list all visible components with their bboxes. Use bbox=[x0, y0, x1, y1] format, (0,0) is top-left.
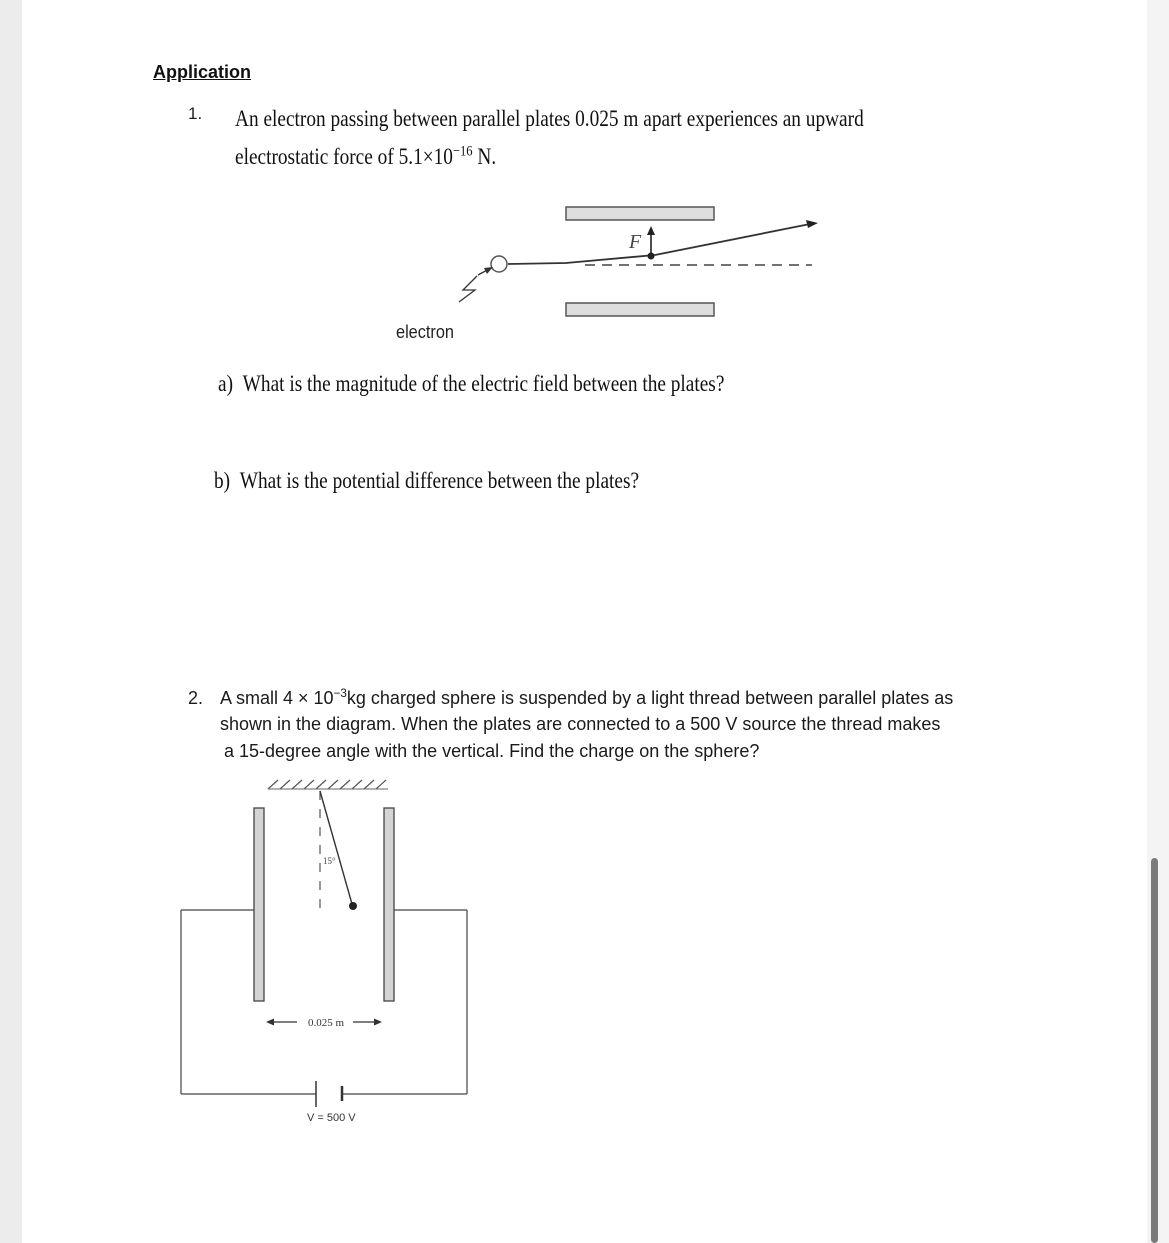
electron-particle bbox=[491, 256, 507, 272]
force-label: F bbox=[629, 231, 642, 253]
ceiling-hatching bbox=[268, 780, 386, 789]
question-2-mass-text: A small 4 × 10 bbox=[220, 688, 334, 708]
electron-pointer-arrow-icon bbox=[484, 267, 493, 274]
part-b-text: What is the potential difference between the plates? bbox=[239, 468, 640, 493]
thread bbox=[320, 791, 352, 904]
question-1-force-text: electrostatic force of 5.1×10 bbox=[235, 144, 453, 169]
upper-plate bbox=[566, 207, 714, 220]
scrollbar-thumb[interactable] bbox=[1151, 858, 1158, 1243]
separation-arrow-right-head-icon bbox=[374, 1019, 382, 1026]
part-a bbox=[218, 371, 724, 397]
lower-plate bbox=[566, 303, 714, 316]
question-1-unit: N. bbox=[472, 144, 497, 169]
force-application-point bbox=[648, 253, 655, 260]
angle-label: 15° bbox=[323, 856, 336, 866]
part-a-label: a) bbox=[218, 371, 234, 396]
suspended-sphere-diagram bbox=[170, 770, 480, 1135]
separation-arrow-left-head-icon bbox=[266, 1019, 274, 1026]
voltage-label: V = 500 V bbox=[307, 1112, 356, 1124]
left-plate bbox=[254, 808, 264, 1001]
charged-sphere bbox=[349, 902, 357, 910]
right-plate bbox=[384, 808, 394, 1001]
question-2-line-1 bbox=[220, 688, 953, 709]
part-a-text: What is the magnitude of the electric field between the plates? bbox=[242, 371, 725, 396]
question-1-line-1: An electron passing between parallel plates 0.025 m apart experiences an upward bbox=[235, 106, 864, 131]
electron-label: electron bbox=[396, 322, 454, 342]
question-2-line-1-rest: kg charged sphere is suspended by a light thread between parallel plates as bbox=[346, 688, 954, 708]
question-1-exponent: −16 bbox=[452, 143, 473, 160]
part-b bbox=[214, 468, 639, 494]
electron-plates-diagram bbox=[380, 195, 830, 350]
question-2-number: 2. bbox=[188, 688, 204, 708]
electron-label-leader bbox=[459, 276, 477, 302]
force-arrow-head-icon bbox=[647, 226, 655, 235]
section-heading: Application bbox=[153, 62, 251, 82]
separation-label: 0.025 m bbox=[308, 1017, 345, 1029]
question-2-exponent: −3 bbox=[333, 687, 347, 700]
part-b-label: b) bbox=[214, 468, 231, 493]
question-1-line-2 bbox=[235, 144, 496, 170]
question-2-line-2: shown in the diagram. When the plates are connected to a 500 V source the thread makes bbox=[220, 714, 941, 734]
electron-trajectory bbox=[508, 224, 810, 264]
question-1-number: 1. bbox=[188, 104, 203, 123]
trajectory-arrowhead-icon bbox=[806, 220, 818, 228]
question-2-line-3: a 15-degree angle with the vertical. Find the charge on the sphere? bbox=[224, 741, 760, 761]
